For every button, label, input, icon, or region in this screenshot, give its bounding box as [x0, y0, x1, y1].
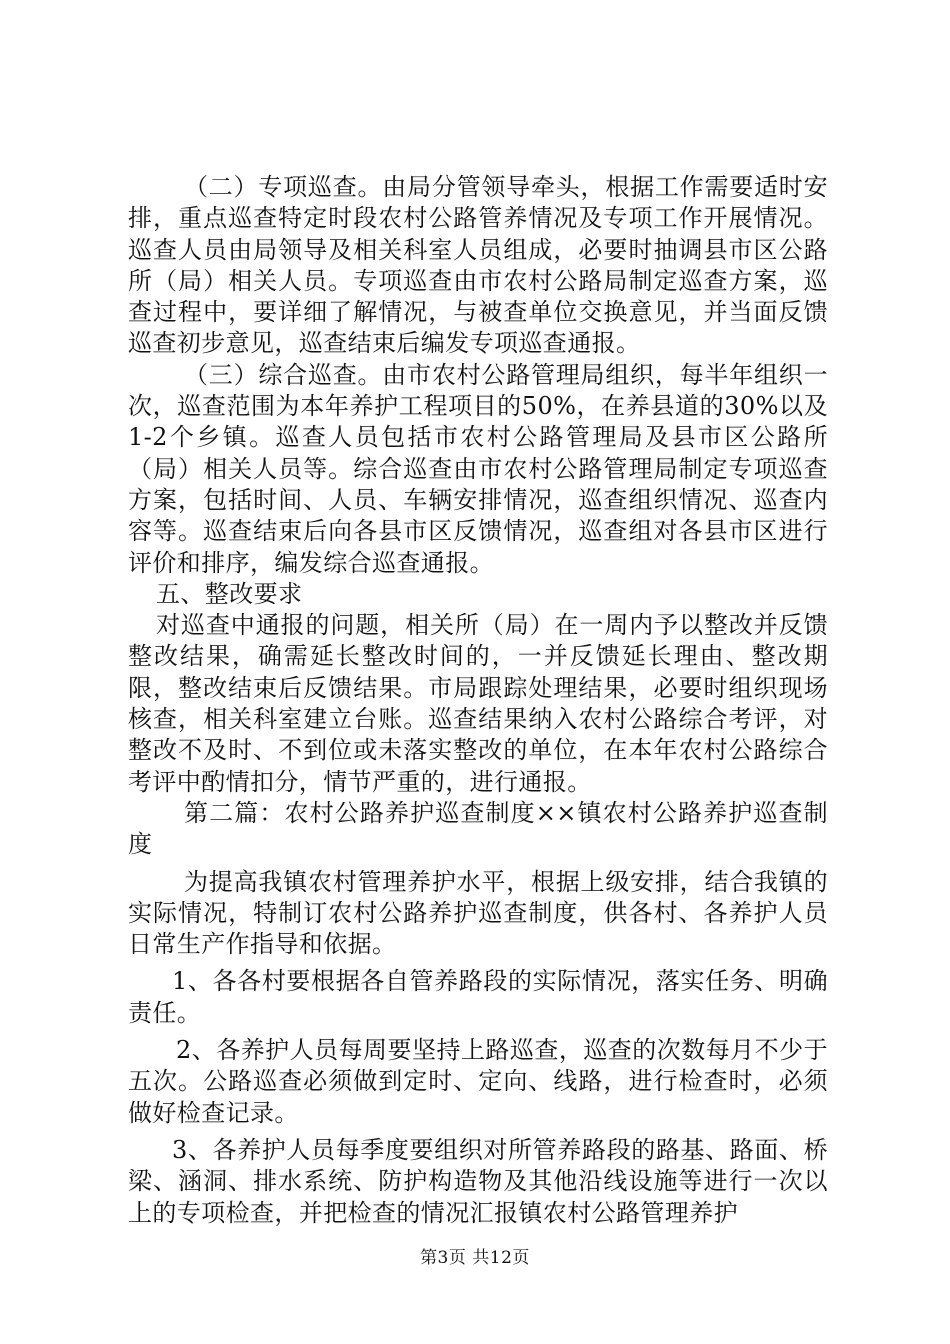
page-number-footer: 第3页 共12页	[420, 1248, 530, 1268]
paragraph-comprehensive-inspection: （三）综合巡查。由市农村公路管理局组织，每半年组织一次，巡查范围为本年养护工程项目的50%，在养县道的30%以及1-2个乡镇。巡查人员包括市农村公路管理局及县市区公路所（局）相关人员等。综合巡查由市农村公路管理局制定专项巡查方案，包括时间、人员、车辆安排情况，巡查组织情况、巡查内容等。巡查结束后向各县市区反馈情况，巡查组对各县市区进行评价和排序，编发综合巡查通报。	[128, 360, 828, 577]
list-item-3: 3、各养护人员每季度要组织对所管养路段的路基、路面、桥梁、涵洞、排水系统、防护构造物及其他沿线设施等进行一次以上的专项检查，并把检查的情况汇报镇农村公路管理养护	[128, 1135, 828, 1227]
article-title-part-two: 第二篇：农村公路养护巡查制度××镇农村公路养护巡查制度	[128, 798, 828, 859]
list-item-1: 1、各各村要根据各自管养路段的实际情况，落实任务、明确责任。	[128, 967, 828, 1027]
paragraph-special-inspection: （二）专项巡查。由局分管领导牵头，根据工作需要适时安排，重点巡查特定时段农村公路管养情况及专项工作开展情况。巡查人员由局领导及相关科室人员组成，必要时抽调县市区公路所（局）相关人员。专项巡查由市农村公路局制定巡查方案，巡查过程中，要详细了解情况，与被查单位交换意见，并当面反馈巡查初步意见，巡查结束后编发专项巡查通报。	[128, 173, 828, 358]
paragraph-rectification-requirements: 对巡查中通报的问题，相关所（局）在一周内予以整改并反馈整改结果，确需延长整改时间的，一并反馈延长理由、整改期限，整改结束后反馈结果。市局跟踪处理结果，必要时组织现场核查，相关科室建立台账。巡查结果纳入农村公路综合考评，对整改不及时、不到位或未落实整改的单位，在本年农村公路综合考评中酌情扣分，情节严重的，进行通报。	[128, 611, 828, 796]
section-heading-rectification: 五、整改要求	[156, 579, 303, 608]
list-item-2: 2、各养护人员每周要坚持上路巡查，巡查的次数每月不少于五次。公路巡查必须做到定时、定向、线路，进行检查时，必须做好检查记录。	[128, 1036, 828, 1127]
document-body	[128, 172, 828, 1229]
paragraph-introduction: 为提高我镇农村管理养护水平，根据上级安排，结合我镇的实际情况，特制订农村公路养护巡查制度，供各村、各养护人员日常生产作指导和依据。	[128, 867, 828, 959]
